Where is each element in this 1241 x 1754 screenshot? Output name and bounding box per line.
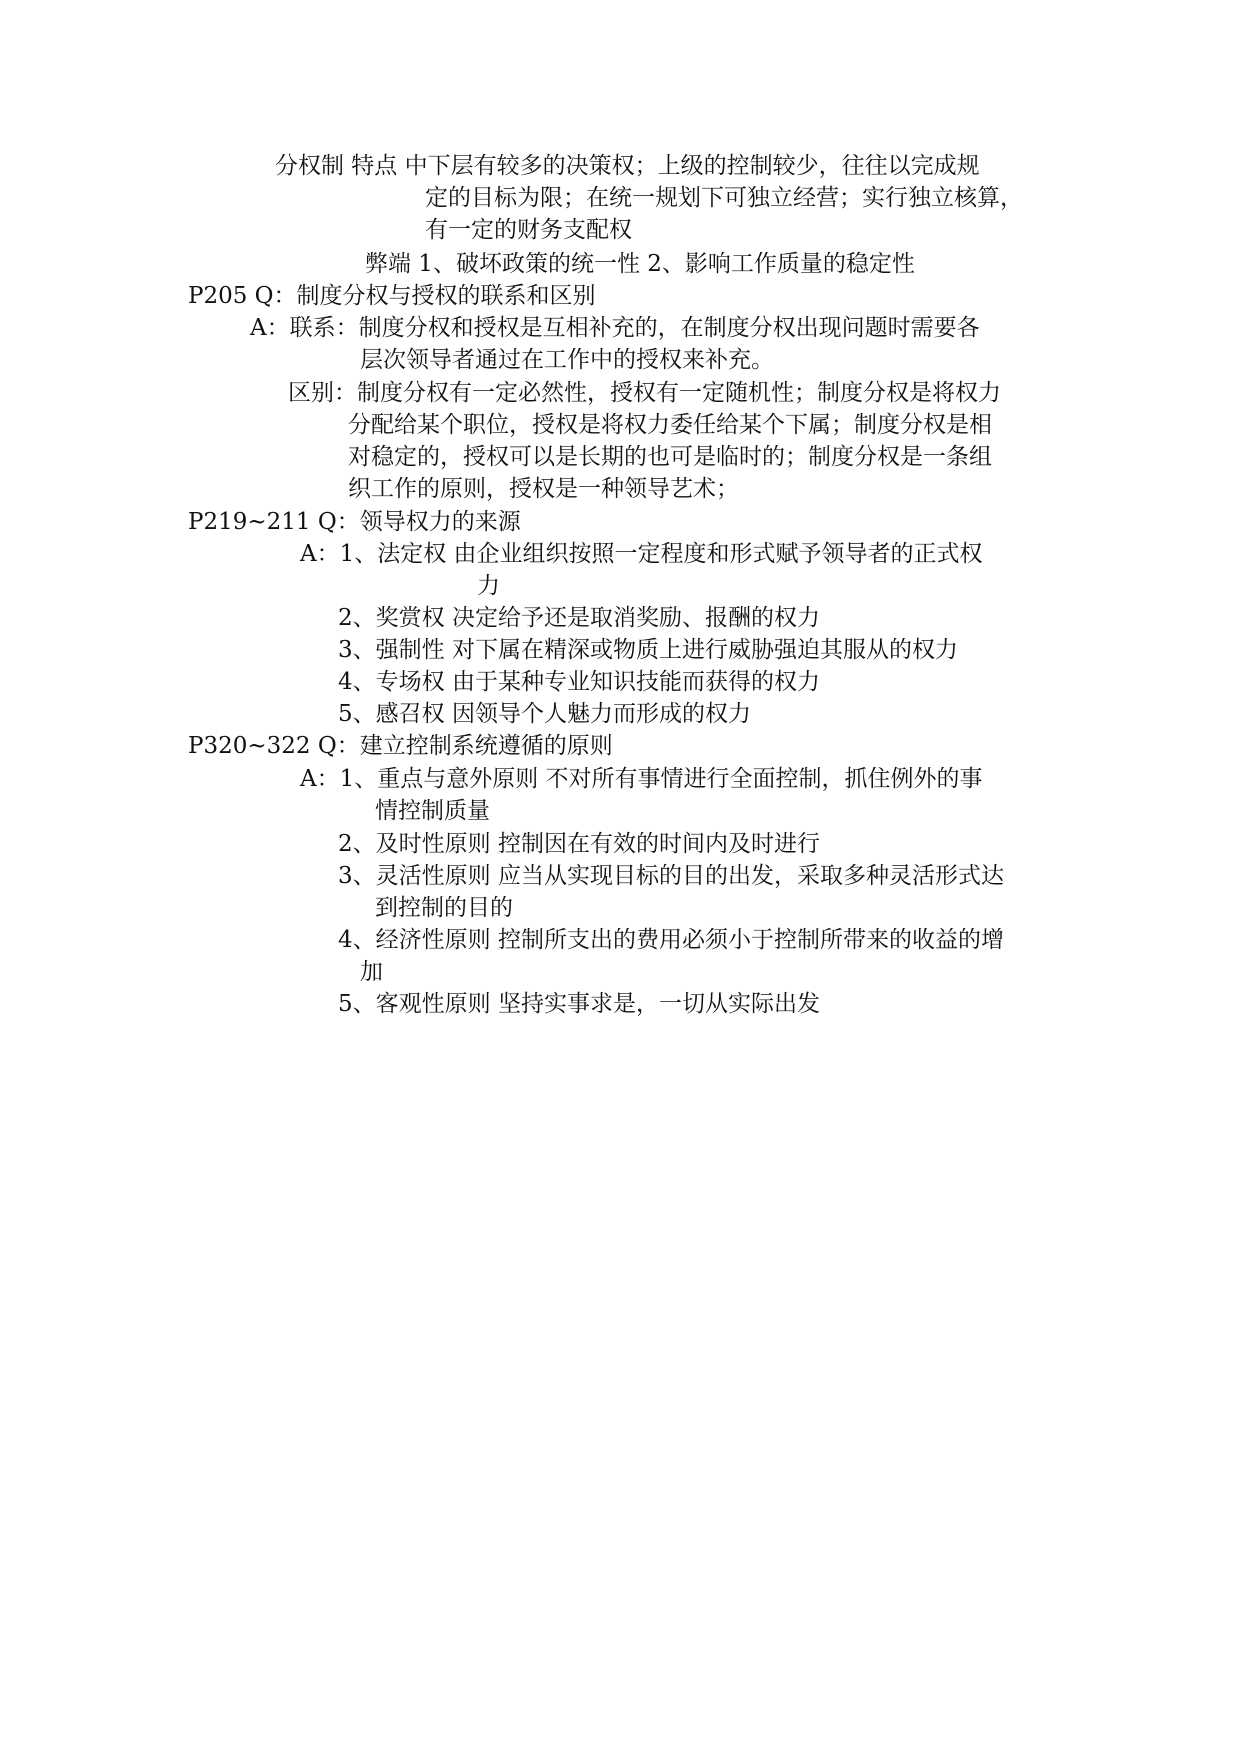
answer-connection-line: A：联系：制度分权和授权是互相补充的，在制度分权出现问题时需要各 xyxy=(250,315,980,341)
answer-difference-line: 区别：制度分权有一定必然性，授权有一定随机性；制度分权是将权力 xyxy=(288,380,1001,406)
decentralization-features-line: 分权制 特点 中下层有较多的决策权；上级的控制较少，往往以完成规 xyxy=(275,153,980,179)
principle-item-3-cont: 到控制的目的 xyxy=(375,895,513,921)
decentralization-drawbacks-line: 弊端 1、破坏政策的统一性 2、影响工作质量的稳定性 xyxy=(365,251,915,277)
principle-item-3: 3、灵活性原则 应当从实现目标的目的出发，采取多种灵活形式达 xyxy=(338,863,1004,889)
principle-item-5: 5、客观性原则 坚持实事求是，一切从实际出发 xyxy=(338,991,820,1017)
answer-difference-cont-3: 织工作的原则，授权是一种领导艺术； xyxy=(348,476,739,502)
question-heading-p320: P320~322 Q：建立控制系统遵循的原则 xyxy=(188,733,613,759)
power-item-3: 3、强制性 对下属在精深或物质上进行威胁强迫其服从的权力 xyxy=(338,637,958,663)
question-heading-p205: P205 Q：制度分权与授权的联系和区别 xyxy=(188,283,596,309)
principle-item-4-cont: 加 xyxy=(360,959,383,985)
question-heading-p219: P219~211 Q：领导权力的来源 xyxy=(188,509,521,535)
principle-item-1-cont: 情控制质量 xyxy=(375,798,490,824)
principle-item-2: 2、及时性原则 控制因在有效的时间内及时进行 xyxy=(338,831,820,857)
answer-connection-cont: 层次领导者通过在工作中的授权来补充。 xyxy=(360,347,774,373)
principle-item-4: 4、经济性原则 控制所支出的费用必须小于控制所带来的收益的增 xyxy=(338,927,1004,953)
power-item-1: A：1、法定权 由企业组织按照一定程度和形式赋予领导者的正式权 xyxy=(300,541,983,567)
power-item-1-cont: 力 xyxy=(477,573,500,599)
answer-difference-cont-2: 对稳定的，授权可以是长期的也可是临时的；制度分权是一条组 xyxy=(348,444,992,470)
principle-item-1: A：1、重点与意外原则 不对所有事情进行全面控制，抓住例外的事 xyxy=(300,766,983,792)
power-item-5: 5、感召权 因领导个人魅力而形成的权力 xyxy=(338,701,751,727)
power-item-2: 2、奖赏权 决定给予还是取消奖励、报酬的权力 xyxy=(338,605,820,631)
decentralization-features-cont-1: 定的目标为限；在统一规划下可独立经营；实行独立核算， xyxy=(425,185,1023,211)
answer-difference-cont-1: 分配给某个职位，授权是将权力委任给某个下属；制度分权是相 xyxy=(348,412,992,438)
decentralization-features-cont-2: 有一定的财务支配权 xyxy=(425,217,632,243)
power-item-4: 4、专场权 由于某种专业知识技能而获得的权力 xyxy=(338,669,820,695)
